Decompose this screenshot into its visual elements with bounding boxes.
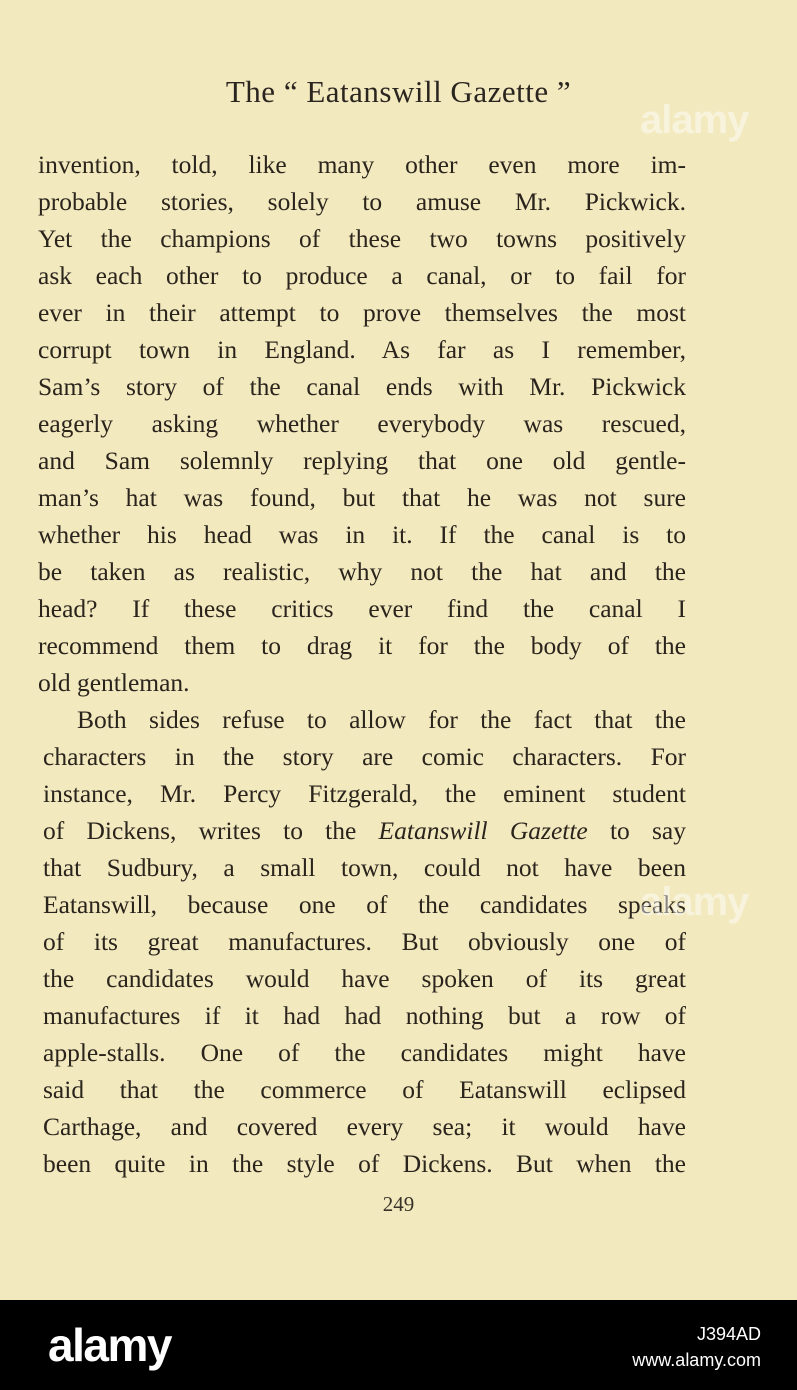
text-line: ask each other to produce a canal, or to fail for [38, 261, 686, 290]
running-head: The “ Eatanswill Gazette ” [225, 74, 572, 109]
text-line: manufactures if it had had nothing but a row of [43, 1001, 686, 1030]
paragraph-2 [38, 701, 686, 1182]
paragraph-1 [38, 146, 686, 701]
watermark: alamy [640, 98, 749, 142]
text-line: Yet the champions of these two towns positively [38, 224, 686, 253]
text-line: invention, told, like many other even more im- [38, 150, 686, 179]
text-line: eagerly asking whether everybody was rescued, [38, 409, 686, 438]
body-text [38, 146, 686, 1182]
text-fragment: to say [587, 816, 686, 845]
text-line: said that the commerce of Eatanswill eclipsed [43, 1075, 686, 1104]
text-line: characters in the story are comic characters. For [43, 742, 686, 771]
watermark: alamy [640, 880, 749, 924]
text-line: Both sides refuse to allow for the fact that the [77, 705, 686, 734]
text-line: old gentleman. [38, 668, 190, 697]
text-line: Sam’s story of the canal ends with Mr. Pickwick [38, 372, 686, 401]
text-line: been quite in the style of Dickens. But when the [43, 1149, 686, 1178]
text-line: Eatanswill, because one of the candidates speaks [43, 890, 686, 919]
text-line: whether his head was in it. If the canal is to [38, 520, 686, 549]
text-fragment: of Dickens, writes to the [43, 816, 379, 845]
image-id: J394AD [696, 1324, 761, 1344]
text-line: of its great manufactures. But obviously one of [43, 927, 686, 956]
stock-footer-bar [0, 1300, 797, 1390]
text-line-with-italic [43, 812, 686, 849]
text-line: Carthage, and covered every sea; it would have [43, 1112, 686, 1141]
text-line: man’s hat was found, but that he was not sure [38, 483, 686, 512]
italic-title: Eatanswill Gazette [378, 816, 588, 845]
text-line: recommend them to drag it for the body of the [38, 631, 686, 660]
text-line: be taken as realistic, why not the hat and the [38, 557, 686, 586]
brand-logo: alamy [48, 1319, 171, 1371]
text-line: head? If these critics ever find the canal I [38, 594, 686, 623]
text-line: ever in their attempt to prove themselves the most [38, 298, 686, 327]
page-number: 249 [382, 1192, 415, 1216]
text-line: instance, Mr. Percy Fitzgerald, the eminent student [43, 779, 686, 808]
text-line: probable stories, solely to amuse Mr. Pickwick. [38, 187, 686, 216]
text-line: the candidates would have spoken of its great [43, 964, 686, 993]
text-line: that Sudbury, a small town, could not have been [43, 853, 686, 882]
text-line: corrupt town in England. As far as I remember, [38, 335, 686, 364]
text-line: and Sam solemnly replying that one old gentle- [38, 446, 686, 475]
text-line: apple-stalls. One of the candidates might have [43, 1038, 686, 1067]
site-url: www.alamy.com [632, 1350, 761, 1370]
